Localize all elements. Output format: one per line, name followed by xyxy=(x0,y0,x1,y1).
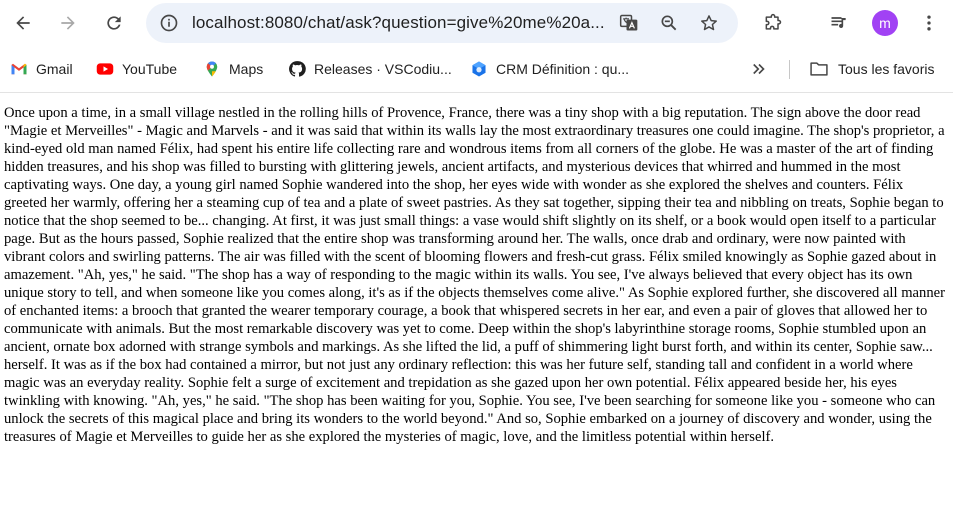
arrow-left-icon xyxy=(13,13,33,33)
profile-avatar[interactable] xyxy=(872,10,898,36)
bookmark-maps[interactable] xyxy=(203,58,263,80)
browser-toolbar xyxy=(0,0,953,47)
bookmarks-divider xyxy=(789,60,790,79)
gmail-icon xyxy=(10,60,28,78)
page-content xyxy=(4,104,948,446)
youtube-icon xyxy=(96,60,114,78)
address-bar[interactable] xyxy=(146,3,738,43)
forward-button[interactable] xyxy=(51,6,85,40)
bookmark-star-button[interactable] xyxy=(694,8,724,38)
github-icon xyxy=(288,60,306,78)
site-info-button[interactable] xyxy=(154,8,184,38)
more-vert-icon xyxy=(919,13,939,33)
bookmark-crm-definition[interactable] xyxy=(470,58,629,80)
bookmark-label: YouTube xyxy=(122,61,178,77)
url-text[interactable]: localhost:8080/chat/ask?question=give%20me%20a... xyxy=(192,13,605,32)
translate-button[interactable] xyxy=(614,8,644,38)
media-controls-button[interactable] xyxy=(822,6,856,40)
crm-icon xyxy=(470,60,488,78)
bookmark-vscodium-releases[interactable] xyxy=(288,58,452,80)
extensions-button[interactable] xyxy=(756,6,790,40)
bookmarks-overflow-button[interactable] xyxy=(750,58,768,80)
double-chevron-icon xyxy=(750,60,768,78)
queue-music-icon xyxy=(829,13,849,33)
bookmark-label: Releases · VSCodiu... xyxy=(314,61,452,77)
menu-button[interactable] xyxy=(912,6,946,40)
maps-icon xyxy=(203,60,221,78)
zoom-button[interactable] xyxy=(654,8,684,38)
info-icon xyxy=(159,13,179,33)
bookmark-label: Maps xyxy=(229,61,264,77)
bookmark-label: Gmail xyxy=(36,61,73,77)
arrow-right-icon xyxy=(58,13,78,33)
folder-icon xyxy=(808,59,830,79)
zoom-out-icon xyxy=(659,13,679,33)
reload-icon xyxy=(104,13,124,33)
bookmark-youtube[interactable] xyxy=(96,58,177,80)
puzzle-icon xyxy=(763,13,783,33)
bookmarks-bar xyxy=(0,47,953,93)
bookmark-gmail[interactable] xyxy=(10,58,73,80)
star-icon xyxy=(699,13,719,33)
reload-button[interactable] xyxy=(97,6,131,40)
all-bookmarks-label: Tous les favoris xyxy=(838,61,935,77)
story-text: Once upon a time, in a small village nestled in the rolling hills of Provence, France, there was a tiny shop with a big reputation. The sign above the door read "Magie et Merveilles" - Magic and Marvels - and it was said that within its walls lay the most extraordinary treasures one could imagine. The shop's proprietor, a kind-eyed old man named Félix, had spent his entire life collecting rare and wondrous items from all corners of the globe. He was a master of the art of finding hidden treasures, and his shop was filled to bursting with glittering jewels, ancient artifacts, and mysterious devices that whirred and hummed in the most captivating ways. One day, a young girl named Sophie wandered into the shop, her eyes wide with wonder as she explored the shelves and counters. Félix greeted her warmly, offering her a steaming cup of tea and a plate of sweet pastries. As they sat together, sipping their tea and nibbling on treats, Sophie began to notice that the shop seemed to be... changing. At first, it was just small things: a vase would shift slightly on its shelf, or a book would open itself to a particular page. But as the hours passed, Sophie realized that the entire shop was transforming around her. The walls, once drab and ordinary, were now painted with vibrant colors and swirling patterns. The air was filled with the scent of blooming flowers and fresh-cut grass. Félix smiled knowingly as Sophie gazed about in amazement. "Ah, yes," he said. "The shop has a way of responding to the magic within its walls. You see, I've always believed that every object has its own unique story to tell, and when someone like you comes along, it's as if the objects themselves come alive." As Sophie explored further, she discovered all manner of enchanted items: a brooch that granted the wearer temporary courage, a book that whispered secrets in her ear, and even a pair of gloves that allowed her to communicate with animals. But the most remarkable discovery was yet to come. Deep within the shop's labyrinthine storage rooms, Sophie stumbled upon an ancient, ornate box adorned with strange symbols and markings. As she lifted the lid, a puff of shimmering light burst forth, and within its center, Sophie saw... herself. It was as if the box had contained a mirror, but not just any ordinary reflection: this was her future self, standing tall and confident in a world where magic was an everyday reality. Sophie felt a surge of excitement and trepidation as she gazed upon her own potential. Félix appeared beside her, his eyes twinkling with knowing. "Ah, yes," he said. "The shop has been waiting for you, Sophie. You see, I've been searching for someone like you - someone who can unlock the secrets of this magical place and bring its wonders to the world beyond." And so, Sophie embarked on a journey of discovery and wonder, using the treasures of Magie et Merveilles to guide her as she explored the mysteries of magic, love, and the limitless potential within herself. xyxy=(4,105,945,445)
profile-initial: m xyxy=(879,15,891,31)
back-button[interactable] xyxy=(6,6,40,40)
all-bookmarks-folder[interactable] xyxy=(808,58,934,80)
bookmark-label: CRM Définition : qu... xyxy=(496,61,630,77)
translate-icon xyxy=(619,13,639,33)
